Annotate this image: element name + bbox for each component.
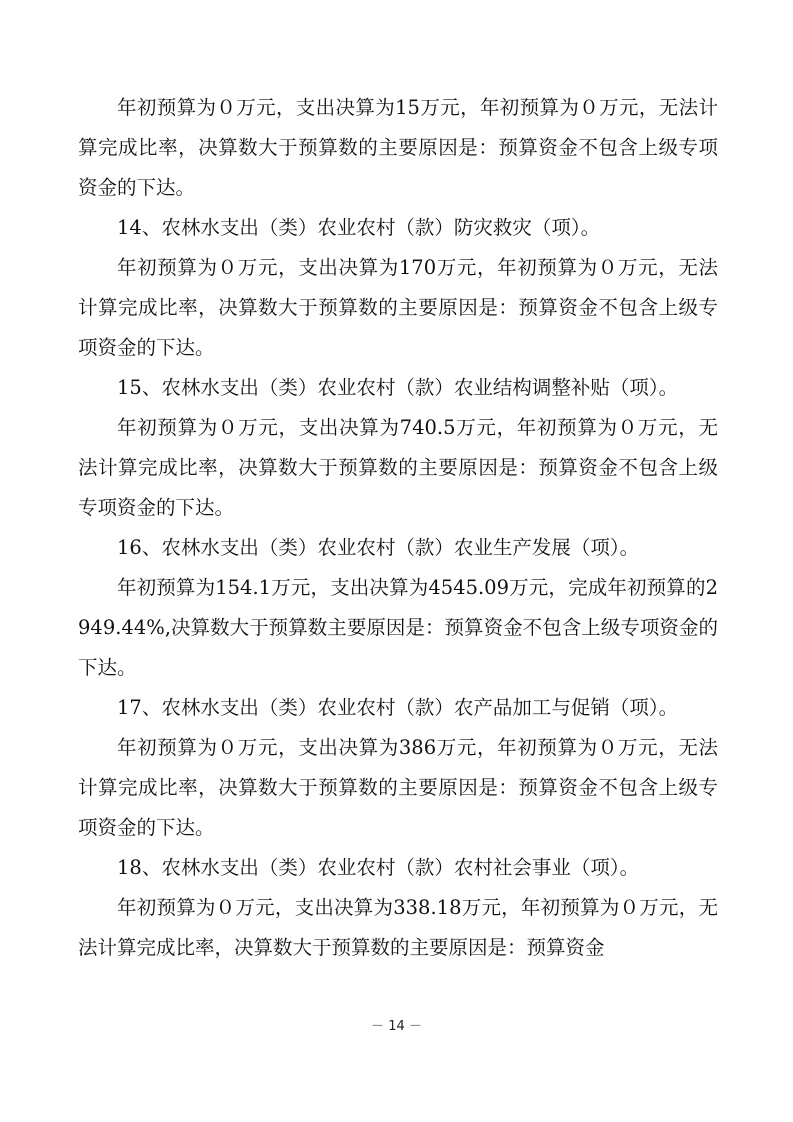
- section-heading-17: 17、农林水支出（类）农业农村（款）农产品加工与促销（项）。: [117, 696, 679, 719]
- section-heading-18: 18、农林水支出（类）农业农村（款）农村社会事业（项）。: [117, 856, 640, 879]
- paragraph-budget-note-13: 年初预算为０万元，支出决算为15万元，年初预算为０万元，无法计算完成比率，决算数大于预算数的主要原因是：预算资金不包含上级专项资金的下达。: [78, 96, 718, 199]
- paragraph-budget-note-17: 年初预算为０万元，支出决算为386万元，年初预算为０万元，无法计算完成比率，决算数大于预算数的主要原因是：预算资金不包含上级专项资金的下达。: [78, 736, 718, 839]
- section-heading-16: 16、农林水支出（类）农业农村（款）农业生产发展（项）。: [117, 536, 640, 559]
- paragraph-budget-note-14: 年初预算为０万元，支出决算为170万元，年初预算为０万元，无法计算完成比率，决算数大于预算数的主要原因是：预算资金不包含上级专项资金的下达。: [78, 256, 718, 359]
- document-body: [78, 88, 718, 968]
- paragraph-budget-note-18: 年初预算为０万元，支出决算为338.18万元，年初预算为０万元，无法计算完成比率，决算数大于预算数的主要原因是：预算资金: [78, 896, 718, 959]
- section-heading-15: 15、农林水支出（类）农业农村（款）农业结构调整补贴（项）。: [117, 376, 679, 399]
- page-number: － 14 －: [371, 1019, 422, 1034]
- paragraph-budget-note-15: 年初预算为０万元，支出决算为740.5万元，年初预算为０万元，无法计算完成比率，决算数大于预算数的主要原因是：预算资金不包含上级专项资金的下达。: [78, 416, 718, 519]
- section-heading-14: 14、农林水支出（类）农业农村（款）防灾救灾（项）。: [117, 216, 601, 239]
- paragraph-budget-note-16: 年初预算为154.1万元，支出决算为4545.09万元，完成年初预算的2949.44%,决算数大于预算数主要原因是：预算资金不包含上级专项资金的下达。: [78, 576, 718, 679]
